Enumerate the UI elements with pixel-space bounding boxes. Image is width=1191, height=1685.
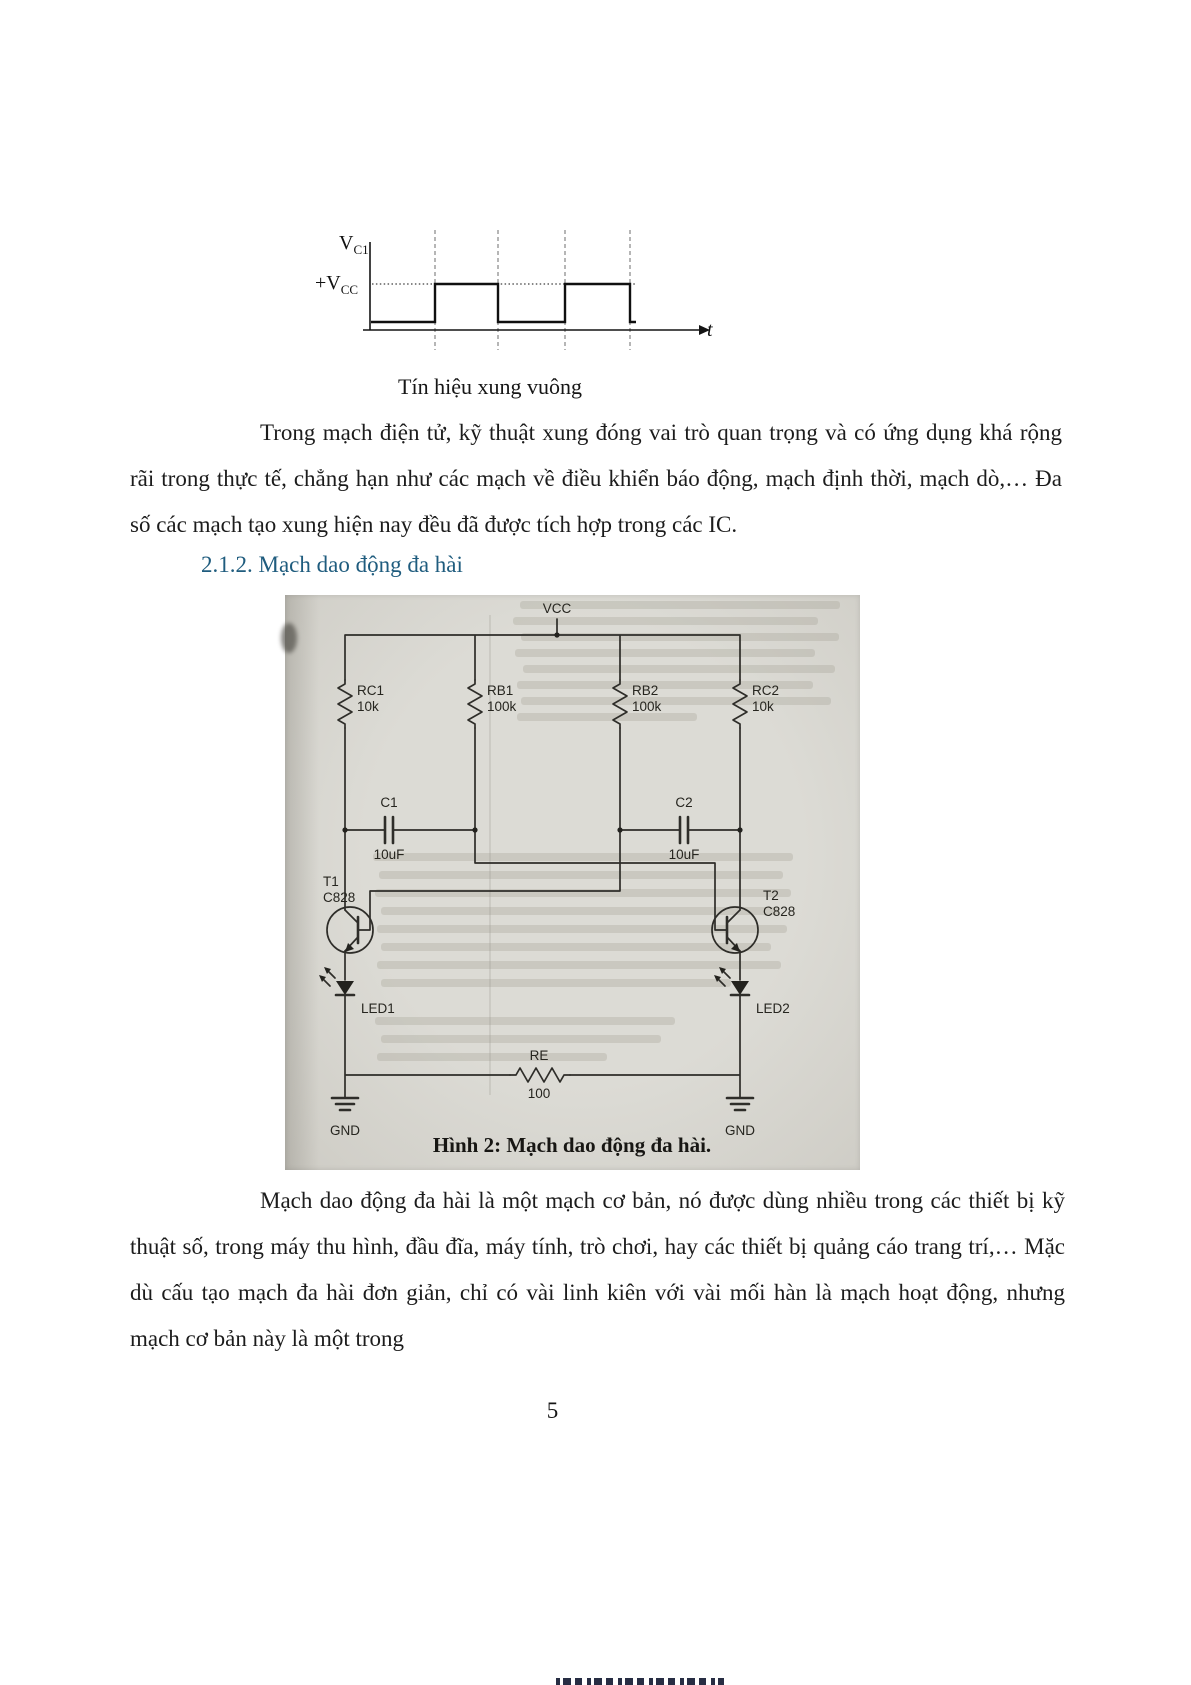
resistor-rc1 <box>338 680 384 728</box>
vcc-node <box>543 601 572 616</box>
waveform-diagram <box>295 222 725 372</box>
circuit-figure-scan <box>285 595 860 1170</box>
capacitor-c1 <box>374 795 405 862</box>
page-number: 5 <box>546 1398 559 1423</box>
scan-blotch <box>281 623 297 653</box>
led2 <box>714 967 790 1016</box>
scan-bleedthrough-text <box>373 601 840 1061</box>
led1 <box>319 967 395 1016</box>
waveform-dashed-guides <box>435 230 630 350</box>
rb2-value: 100k <box>632 699 662 714</box>
rc1-value: 10k <box>357 699 379 714</box>
ground-left <box>330 1098 360 1138</box>
vcc-level-label-sub: CC <box>340 282 359 297</box>
vcc-level-label-main: +V <box>315 272 341 294</box>
rb1-value: 100k <box>487 699 517 714</box>
circuit-diagram <box>285 595 860 1170</box>
y-axis-label <box>339 232 369 257</box>
re-label: RE <box>529 1048 549 1063</box>
waveform-caption: Tín hiệu xung vuông <box>398 374 582 399</box>
rc2-value: 10k <box>752 699 774 714</box>
led2-label: LED2 <box>756 1001 790 1016</box>
c1-value: 10uF <box>373 847 405 862</box>
vcc-label: VCC <box>542 601 572 616</box>
c1-label: C1 <box>380 795 398 810</box>
vcc-level-label <box>315 272 358 297</box>
rc2-label: RC2 <box>752 683 780 698</box>
waveform-axes <box>363 242 699 330</box>
capacitor-c2 <box>669 795 700 862</box>
t2-type: C828 <box>763 904 796 919</box>
t1-label: T1 <box>323 874 339 889</box>
circuit-caption: Hình 2: Mạch dao động đa hài. <box>432 1133 712 1157</box>
clipped-footer-text <box>556 1678 724 1685</box>
y-axis-label-main: V <box>339 232 354 254</box>
re-value: 100 <box>527 1086 551 1101</box>
body-paragraph-2: Mạch dao động đa hài là một mạch cơ bản, nó được dùng nhiều trong các thiết bị kỹ thuật số, trong máy thu hình, đầu đĩa, máy tính, trò chơi, hay các thiết bị quảng cáo trang trí,… Mặc dù cấu tạo mạch đa hài đơn giản, chỉ có vài linh kiên với vài mối hàn là mạch hoạt động, nhưng mạch cơ bản này là một trong <box>130 1188 1065 1351</box>
time-axis-label: t <box>707 319 713 341</box>
rb2-label: RB2 <box>632 683 659 698</box>
body-paragraph-1: Trong mạch điện tử, kỹ thuật xung đóng vai trò quan trọng và có ứng dụng khá rộng rãi trong thực tế, chẳng hạn như các mạch về điều khiển báo động, mạch định thời, mạch dò,… Đa số các mạch tạo xung hiện nay đều đã được tích hợp trong các IC. <box>130 420 1062 537</box>
led1-label: LED1 <box>361 1001 395 1016</box>
ground-right <box>725 1098 755 1138</box>
rc1-label: RC1 <box>357 683 385 698</box>
square-wave-trace <box>371 284 636 322</box>
t1-type: C828 <box>323 890 356 905</box>
rb1-label: RB1 <box>487 683 514 698</box>
c2-label: C2 <box>675 795 693 810</box>
c2-value: 10uF <box>668 847 700 862</box>
section-heading: 2.1.2. Mạch dao động đa hài <box>201 552 463 577</box>
gnd-left-label: GND <box>330 1123 360 1138</box>
transistor-t1 <box>323 874 373 953</box>
t2-label: T2 <box>763 888 779 903</box>
gnd-right-label: GND <box>725 1123 755 1138</box>
y-axis-label-sub: C1 <box>353 242 369 257</box>
resistor-rb1 <box>468 680 517 728</box>
